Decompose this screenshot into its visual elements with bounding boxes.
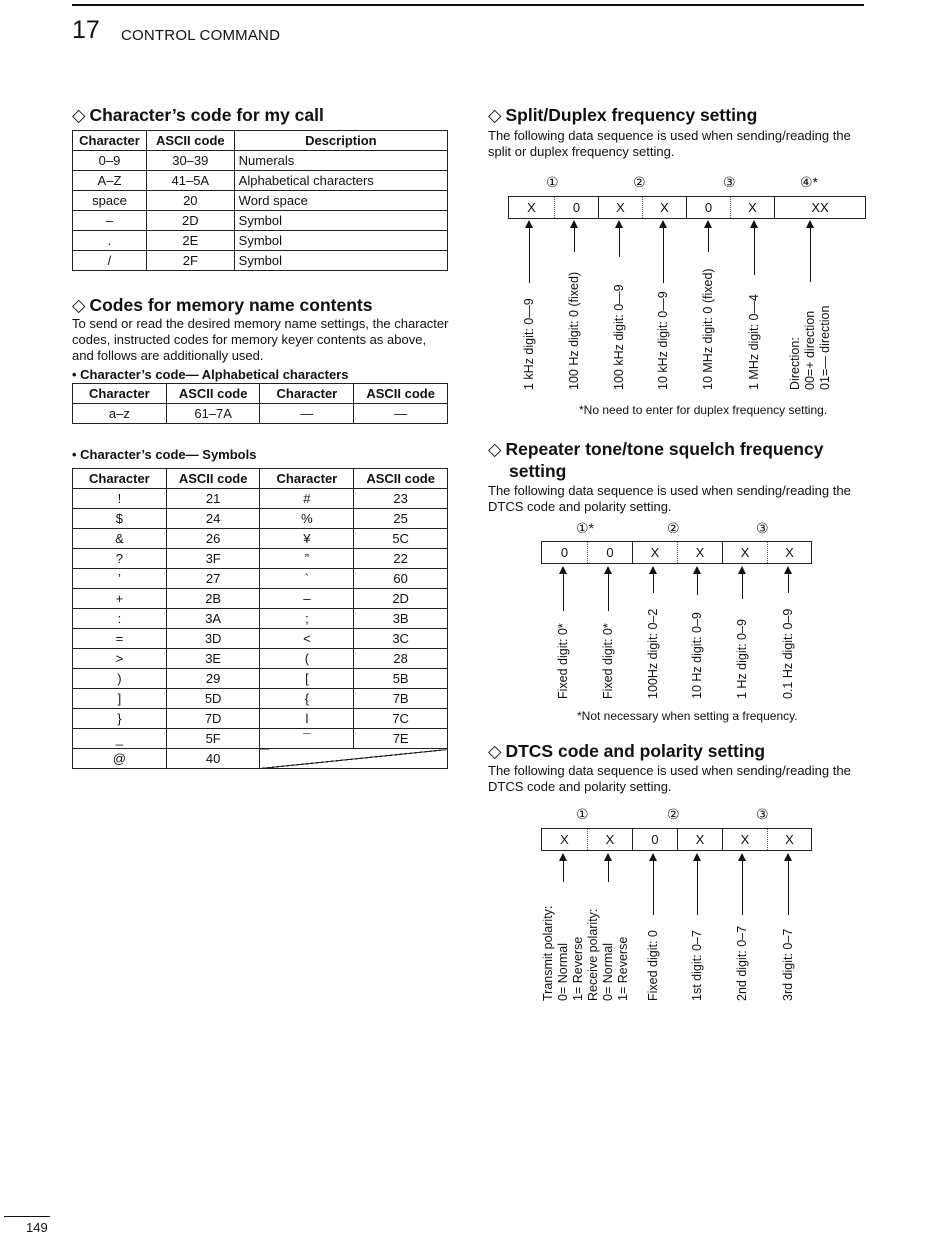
symbols-row bbox=[73, 689, 448, 709]
split-marker: ② bbox=[633, 174, 646, 190]
symbols-row bbox=[73, 649, 448, 669]
tone-arrow bbox=[563, 573, 564, 611]
symbols-cell: { bbox=[260, 689, 354, 709]
dtcs-digit-label bbox=[646, 930, 661, 1001]
section-title-split bbox=[488, 104, 757, 126]
mycall-row bbox=[73, 231, 448, 251]
symbols-row bbox=[73, 709, 448, 729]
mycall-cell: / bbox=[73, 251, 147, 271]
split-digit-cell: X bbox=[598, 197, 642, 218]
split-digit-label-line: 1 MHz digit: 0—4 bbox=[746, 294, 761, 390]
symbols-cell: 5C bbox=[354, 529, 448, 549]
mycall-cell: 20 bbox=[146, 191, 234, 211]
split-arrow bbox=[529, 227, 530, 283]
split-digit-label bbox=[522, 298, 537, 390]
split-digit-label-line: 1 kHz digit: 0—9 bbox=[521, 298, 536, 390]
split-digit-label bbox=[788, 306, 833, 390]
symbols-cell: 5D bbox=[166, 689, 260, 709]
symbols-cell: 2D bbox=[354, 589, 448, 609]
symbols-cell: 24 bbox=[166, 509, 260, 529]
alpha-col-header: ASCII code bbox=[166, 384, 260, 404]
symbols-cell: 7D bbox=[166, 709, 260, 729]
symbols-cell: [ bbox=[260, 669, 354, 689]
dtcs-digit-cell: X bbox=[677, 829, 722, 850]
symbols-cell: 27 bbox=[166, 569, 260, 589]
tone-digit-label-line: 0.1 Hz digit: 0–9 bbox=[780, 608, 795, 699]
tone-digit-label-line: 100Hz digit: 0–2 bbox=[645, 608, 660, 699]
header-rule bbox=[72, 4, 864, 6]
tone-digit-cell: X bbox=[677, 542, 722, 563]
symbols-cell: & bbox=[73, 529, 167, 549]
dtcs-digit-label bbox=[586, 909, 631, 1001]
split-note: *No need to enter for duplex frequency setting. bbox=[579, 403, 828, 417]
chapter-number: 17 bbox=[72, 16, 100, 44]
alpha-row bbox=[73, 404, 448, 424]
symbols-cell: 5B bbox=[354, 669, 448, 689]
symbols-row bbox=[73, 529, 448, 549]
alpha-col-header: Character bbox=[260, 384, 354, 404]
symbols-cell: > bbox=[73, 649, 167, 669]
tone-digit-cell: X bbox=[767, 542, 811, 563]
section-title-dtcs-text: DTCS code and polarity setting bbox=[505, 741, 766, 761]
alpha-col-header: ASCII code bbox=[354, 384, 448, 404]
symbols-cell: } bbox=[73, 709, 167, 729]
section-title-tone-line1: Repeater tone/tone squelch frequency bbox=[505, 439, 824, 459]
symbols-cell: ¥ bbox=[260, 529, 354, 549]
tone-digit-cell: X bbox=[722, 542, 767, 563]
symbols-row bbox=[73, 729, 448, 749]
mycall-row bbox=[73, 251, 448, 271]
dtcs-digit-label-line: 1= Reverse bbox=[615, 936, 630, 1001]
split-arrow bbox=[708, 227, 709, 252]
split-digit-label-line: 100 Hz digit: 0 (fixed) bbox=[566, 271, 581, 390]
dtcs-marker: ① bbox=[576, 806, 589, 822]
symbols-row bbox=[73, 629, 448, 649]
split-digit-label bbox=[656, 291, 671, 390]
symbols-col-header: Character bbox=[260, 469, 354, 489]
dtcs-arrow bbox=[653, 860, 654, 915]
mycall-cell: A–Z bbox=[73, 171, 147, 191]
symbols-cell: # bbox=[260, 489, 354, 509]
tone-digit-label bbox=[601, 623, 616, 699]
tone-arrow bbox=[742, 573, 743, 599]
split-arrow bbox=[810, 227, 811, 282]
split-arrow bbox=[754, 227, 755, 275]
chapter-title: CONTROL COMMAND bbox=[121, 27, 281, 44]
symbols-col-header: ASCII code bbox=[166, 469, 260, 489]
mycall-row bbox=[73, 171, 448, 191]
symbols-subheading: • Character’s code— Symbols bbox=[72, 447, 257, 462]
mycall-cell: 41–5A bbox=[146, 171, 234, 191]
symbols-cell: 25 bbox=[354, 509, 448, 529]
tone-marker: ③ bbox=[756, 520, 769, 536]
dtcs-digit-cell: X bbox=[560, 832, 569, 847]
dtcs-digit-label-line: 0= Normal bbox=[555, 942, 570, 1001]
split-digit-cell: 0 bbox=[686, 197, 730, 218]
split-digit-cell: 0 bbox=[554, 197, 598, 218]
alpha-header-row bbox=[73, 384, 448, 404]
dtcs-arrow bbox=[697, 860, 698, 915]
tone-digit-label-line: 10 Hz digit: 0–9 bbox=[689, 612, 704, 699]
dtcs-digit-label bbox=[781, 929, 796, 1001]
symbols-cell: 26 bbox=[166, 529, 260, 549]
symbols-empty-cell bbox=[260, 749, 448, 769]
symbols-row bbox=[73, 569, 448, 589]
dtcs-digit-label bbox=[541, 906, 586, 1001]
symbols-cell: – bbox=[260, 589, 354, 609]
diamond-icon: ◇ bbox=[72, 295, 86, 315]
symbols-cell: ) bbox=[73, 669, 167, 689]
section-title-mycall-text: Character’s code for my call bbox=[89, 105, 324, 125]
symbols-row bbox=[73, 609, 448, 629]
tone-digit-cell: 0 bbox=[587, 542, 632, 563]
section-title-tone bbox=[488, 438, 823, 460]
page-number-rule bbox=[4, 1216, 50, 1217]
symbols-cell: 7E bbox=[354, 729, 448, 749]
mycall-cell: Alphabetical characters bbox=[234, 171, 447, 191]
tone-digit-cell: 0 bbox=[560, 545, 569, 560]
mycall-cell: 2D bbox=[146, 211, 234, 231]
symbols-cell: 3E bbox=[166, 649, 260, 669]
symbols-col-header: Character bbox=[73, 469, 167, 489]
symbols-cell: 40 bbox=[166, 749, 260, 769]
split-digit-label-line: 10 kHz digit: 0—9 bbox=[655, 291, 670, 390]
dtcs-digit-cell: X bbox=[767, 829, 811, 850]
mycall-col-header: Description bbox=[234, 131, 447, 151]
section-title-memory bbox=[72, 294, 372, 316]
alpha-subheading: • Character’s code— Alphabetical characters bbox=[72, 367, 349, 382]
mycall-cell: Numerals bbox=[234, 151, 447, 171]
tone-marker: ①* bbox=[576, 520, 594, 536]
split-marker: ① bbox=[546, 174, 559, 190]
tone-marker: ② bbox=[667, 520, 680, 536]
symbols-cell: 7C bbox=[354, 709, 448, 729]
mycall-cell: 30–39 bbox=[146, 151, 234, 171]
split-digit-cell: X bbox=[730, 197, 774, 218]
mycall-cell: Symbol bbox=[234, 251, 447, 271]
symbols-cell: ? bbox=[73, 549, 167, 569]
dtcs-digit-label-line: 1= Reverse bbox=[570, 936, 585, 1001]
mycall-cell: Symbol bbox=[234, 231, 447, 251]
symbols-cell: : bbox=[73, 609, 167, 629]
split-arrow bbox=[619, 227, 620, 257]
tone-digit-label bbox=[690, 612, 705, 699]
mycall-cell: space bbox=[73, 191, 147, 211]
symbols-cell: ” bbox=[260, 549, 354, 569]
symbols-cell: 23 bbox=[354, 489, 448, 509]
dtcs-marker: ③ bbox=[756, 806, 769, 822]
symbols-cell: 3F bbox=[166, 549, 260, 569]
diamond-icon: ◇ bbox=[488, 439, 502, 459]
mycall-cell: . bbox=[73, 231, 147, 251]
tone-digit-label-line: 1 Hz digit: 0–9 bbox=[734, 619, 749, 699]
split-arrow bbox=[663, 227, 664, 283]
dtcs-digit-label-line: Transmit polarity: bbox=[540, 905, 555, 1001]
symbols-cell: ¯ bbox=[260, 729, 354, 749]
symbols-row bbox=[73, 489, 448, 509]
tone-description: The following data sequence is used when sending/reading the DTCS code and polarity setting. bbox=[488, 483, 851, 514]
split-digit-label-line: 01=— direction bbox=[817, 305, 832, 390]
alpha-col-header: Character bbox=[73, 384, 167, 404]
symbols-cell: 29 bbox=[166, 669, 260, 689]
dtcs-digit-label-line: Fixed digit: 0 bbox=[645, 930, 660, 1001]
mycall-row bbox=[73, 191, 448, 211]
split-digit-label bbox=[567, 272, 582, 390]
split-digit-label bbox=[701, 268, 716, 390]
dtcs-digit-label-line: 2nd digit: 0–7 bbox=[734, 925, 749, 1001]
mycall-col-header: ASCII code bbox=[146, 131, 234, 151]
tone-digit-label-line: Fixed digit: 0* bbox=[555, 623, 570, 699]
symbols-cell: ’ bbox=[73, 569, 167, 589]
symbols-cell: _ bbox=[73, 729, 167, 749]
symbols-cell: l bbox=[260, 709, 354, 729]
mycall-cell: 0–9 bbox=[73, 151, 147, 171]
alpha-cell: 61–7A bbox=[166, 404, 260, 424]
split-digit-label bbox=[747, 294, 762, 390]
dtcs-marker: ② bbox=[667, 806, 680, 822]
tone-arrow bbox=[697, 573, 698, 595]
dtcs-digit-label bbox=[735, 926, 750, 1001]
mycall-cell: 2F bbox=[146, 251, 234, 271]
symbols-cell: + bbox=[73, 589, 167, 609]
symbols-row bbox=[73, 749, 448, 769]
symbols-cell: % bbox=[260, 509, 354, 529]
alpha-table bbox=[72, 383, 448, 424]
tone-digit-label bbox=[781, 609, 796, 699]
alpha-cell: — bbox=[354, 404, 448, 424]
dtcs-arrow bbox=[788, 860, 789, 915]
symbols-cell: 28 bbox=[354, 649, 448, 669]
symbols-row bbox=[73, 549, 448, 569]
tone-note: *Not necessary when setting a frequency. bbox=[577, 709, 798, 723]
symbols-cell: < bbox=[260, 629, 354, 649]
symbols-row bbox=[73, 669, 448, 689]
tone-digit-label bbox=[556, 623, 571, 699]
symbols-cell: ! bbox=[73, 489, 167, 509]
split-digit-label bbox=[612, 284, 627, 390]
symbols-cell: 3C bbox=[354, 629, 448, 649]
dtcs-digit-label-line: 1st digit: 0–7 bbox=[689, 930, 704, 1001]
symbols-cell: ( bbox=[260, 649, 354, 669]
section-title-memory-text: Codes for memory name contents bbox=[89, 295, 373, 315]
section-title-tone-line2: setting bbox=[509, 461, 567, 481]
dtcs-digit-label-line: 0= Normal bbox=[600, 942, 615, 1001]
diamond-icon: ◇ bbox=[488, 105, 502, 125]
section-title-mycall bbox=[72, 104, 324, 126]
symbols-table bbox=[72, 468, 448, 769]
split-marker: ④* bbox=[800, 174, 818, 190]
symbols-cell: 21 bbox=[166, 489, 260, 509]
split-digit-label-line: 10 MHz digit: 0 (fixed) bbox=[700, 268, 715, 390]
split-arrow bbox=[574, 227, 575, 252]
split-digit-cell: X bbox=[527, 200, 536, 215]
mycall-cell: Word space bbox=[234, 191, 447, 211]
symbols-col-header: ASCII code bbox=[354, 469, 448, 489]
mycall-cell: – bbox=[73, 211, 147, 231]
dtcs-digit-cell: X bbox=[587, 829, 632, 850]
tone-digit-box bbox=[541, 541, 812, 564]
alpha-cell: a–z bbox=[73, 404, 167, 424]
memory-description: To send or read the desired memory name settings, the character codes, instructed codes for memory keyer contents as above, and follows are additionally used. bbox=[72, 316, 449, 363]
split-digit-cell: X bbox=[642, 197, 686, 218]
symbols-row bbox=[73, 589, 448, 609]
symbols-header-row bbox=[73, 469, 448, 489]
dtcs-digit-label-line: 3rd digit: 0–7 bbox=[780, 928, 795, 1001]
symbols-cell: ] bbox=[73, 689, 167, 709]
symbols-cell: 5F bbox=[166, 729, 260, 749]
split-digit-label-line: Direction: bbox=[787, 337, 802, 390]
symbols-cell: ; bbox=[260, 609, 354, 629]
symbols-cell: = bbox=[73, 629, 167, 649]
split-digit-cell: XX bbox=[774, 197, 865, 218]
symbols-cell: @ bbox=[73, 749, 167, 769]
symbols-row bbox=[73, 509, 448, 529]
mycall-row bbox=[73, 151, 448, 171]
split-digit-label-line: 00=+ direction bbox=[802, 310, 817, 390]
symbols-cell: $ bbox=[73, 509, 167, 529]
mycall-col-header: Character bbox=[73, 131, 147, 151]
symbols-cell: ` bbox=[260, 569, 354, 589]
diamond-icon: ◇ bbox=[72, 105, 86, 125]
diamond-icon: ◇ bbox=[488, 741, 502, 761]
split-digit-label-line: 100 kHz digit: 0—9 bbox=[611, 284, 626, 390]
split-digit-box bbox=[508, 196, 866, 219]
tone-arrow bbox=[608, 573, 609, 611]
symbols-cell: 7B bbox=[354, 689, 448, 709]
symbols-cell: 22 bbox=[354, 549, 448, 569]
symbols-cell: 60 bbox=[354, 569, 448, 589]
section-title-split-text: Split/Duplex frequency setting bbox=[505, 105, 758, 125]
mycall-table bbox=[72, 130, 448, 271]
dtcs-arrow bbox=[742, 860, 743, 915]
dtcs-arrow bbox=[563, 860, 564, 882]
mycall-row bbox=[73, 211, 448, 231]
dtcs-description: The following data sequence is used when sending/reading the DTCS code and polarity setting. bbox=[488, 763, 851, 794]
tone-digit-label-line: Fixed digit: 0* bbox=[600, 623, 615, 699]
symbols-cell: 3B bbox=[354, 609, 448, 629]
dtcs-digit-cell: 0 bbox=[632, 829, 677, 850]
dtcs-digit-cell: X bbox=[722, 829, 767, 850]
symbols-cell: 3D bbox=[166, 629, 260, 649]
split-description: The following data sequence is used when sending/reading the split or duplex frequency setting. bbox=[488, 128, 851, 159]
tone-digit-label bbox=[646, 609, 661, 699]
tone-digit-label bbox=[735, 619, 750, 699]
dtcs-digit-label-line: Receive polarity: bbox=[585, 908, 600, 1001]
section-title-dtcs bbox=[488, 740, 765, 762]
page-number: 149 bbox=[26, 1220, 48, 1235]
symbols-cell: 3A bbox=[166, 609, 260, 629]
symbols-cell: 2B bbox=[166, 589, 260, 609]
dtcs-arrow bbox=[608, 860, 609, 882]
split-marker: ③ bbox=[723, 174, 736, 190]
mycall-cell: 2E bbox=[146, 231, 234, 251]
tone-digit-cell: X bbox=[632, 542, 677, 563]
tone-arrow bbox=[788, 573, 789, 593]
tone-arrow bbox=[653, 573, 654, 593]
mycall-cell: Symbol bbox=[234, 211, 447, 231]
dtcs-digit-box bbox=[541, 828, 812, 851]
dtcs-digit-label bbox=[690, 930, 705, 1001]
alpha-cell: — bbox=[260, 404, 354, 424]
mycall-header-row bbox=[73, 131, 448, 151]
